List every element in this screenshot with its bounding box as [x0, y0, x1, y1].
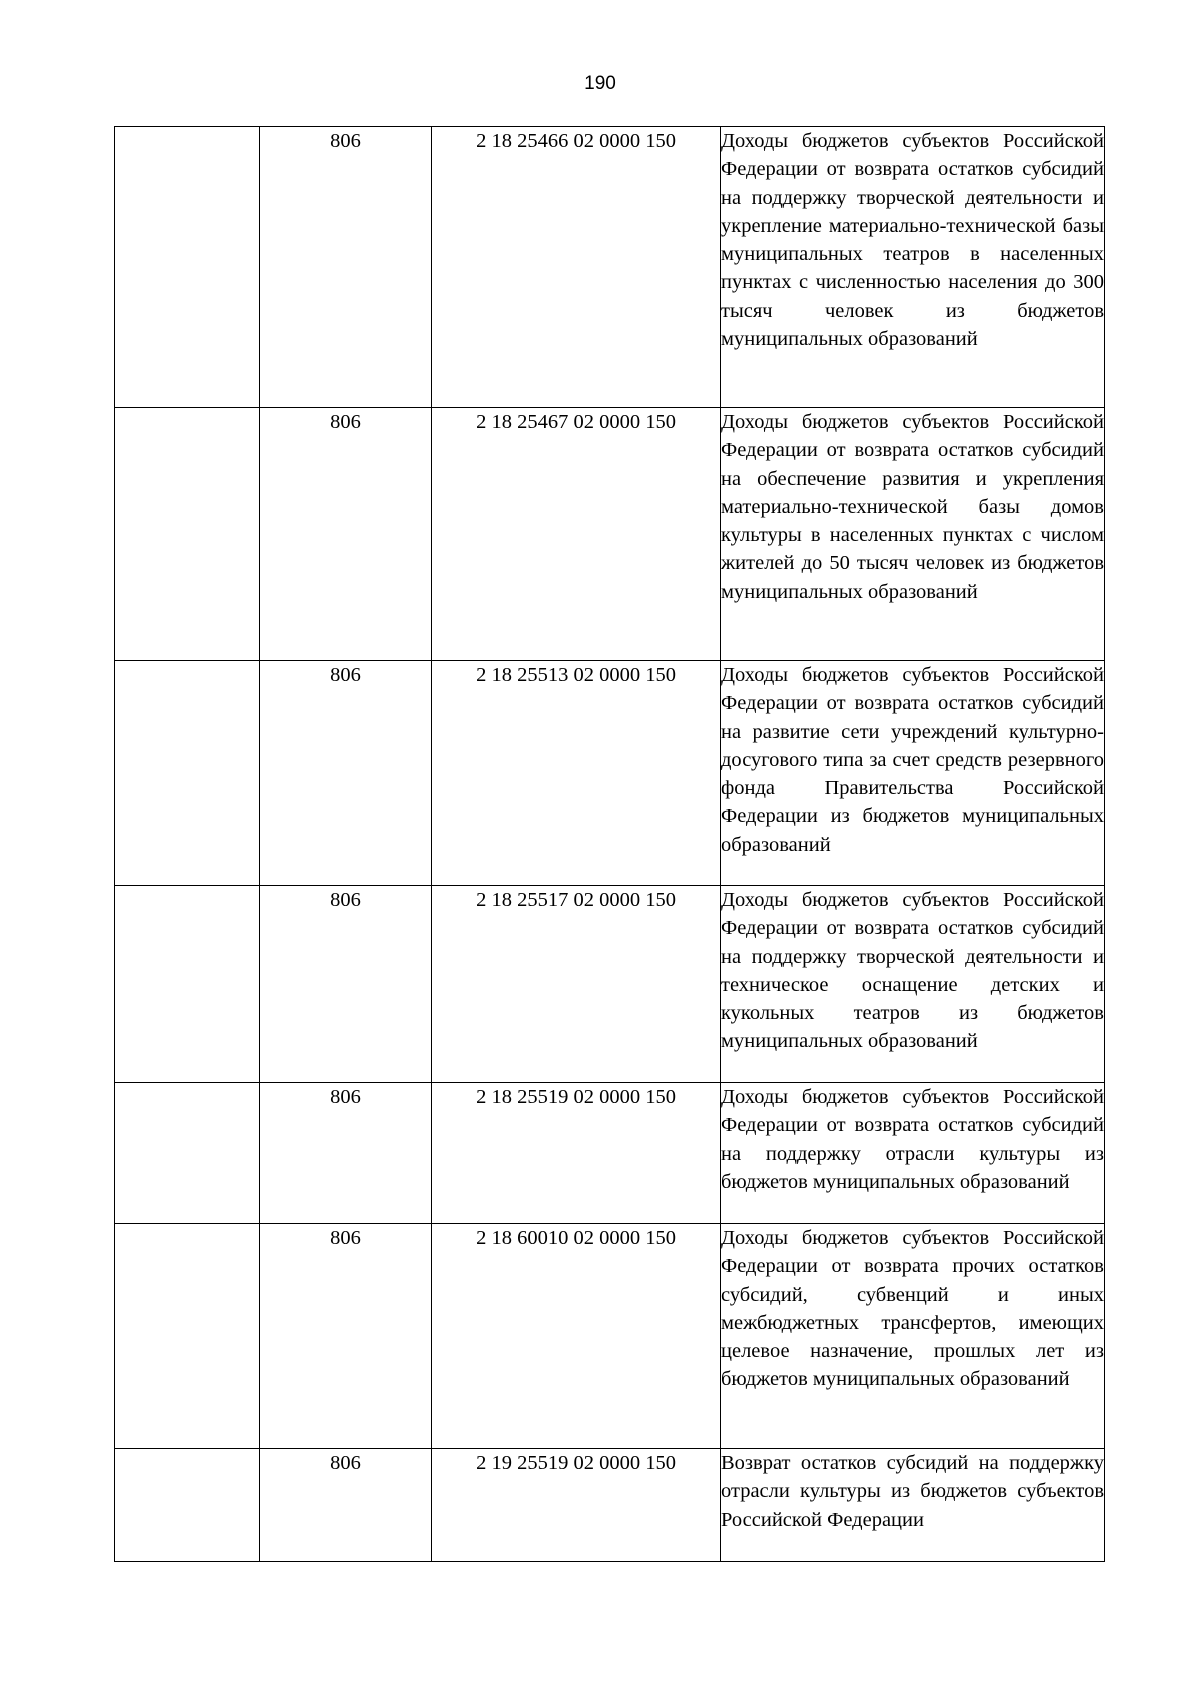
description-cell: Доходы бюджетов субъектов Российской Федерации от возврата остатков субсидий на поддержку творческой деятельности и укрепление материально-технической базы муниципальных театров в населенных пунктах с численностью населения до 300 тысяч человек из бюджетов муниципальных образований — [721, 127, 1105, 408]
blank-cell — [115, 661, 260, 886]
blank-cell — [115, 408, 260, 661]
budget-code-cell: 2 19 25519 02 0000 150 — [432, 1449, 721, 1562]
description-cell: Доходы бюджетов субъектов Российской Федерации от возврата остатков субсидий на поддержку отрасли культуры из бюджетов муниципальных образований — [721, 1083, 1105, 1224]
description-cell: Доходы бюджетов субъектов Российской Федерации от возврата остатков субсидий на обеспечение развития и укрепления материально-технической базы домов культуры в населенных пунктах с числом жителей до 50 тысяч человек из бюджетов муниципальных образований — [721, 408, 1105, 661]
description-cell: Возврат остатков субсидий на поддержку отрасли культуры из бюджетов субъектов Российской Федерации — [721, 1449, 1105, 1562]
org-code-cell: 806 — [260, 408, 432, 661]
revenue-codes-table — [114, 126, 1105, 1562]
budget-code-cell: 2 18 60010 02 0000 150 — [432, 1224, 721, 1449]
budget-code-cell: 2 18 25466 02 0000 150 — [432, 127, 721, 408]
table-row — [115, 661, 1105, 886]
org-code-cell: 806 — [260, 127, 432, 408]
table-row — [115, 1224, 1105, 1449]
table-row — [115, 408, 1105, 661]
org-code-cell: 806 — [260, 886, 432, 1083]
budget-code-cell: 2 18 25519 02 0000 150 — [432, 1083, 721, 1224]
blank-cell — [115, 127, 260, 408]
blank-cell — [115, 1083, 260, 1224]
blank-cell — [115, 1449, 260, 1562]
blank-cell — [115, 1224, 260, 1449]
org-code-cell: 806 — [260, 1083, 432, 1224]
table-row — [115, 1083, 1105, 1224]
budget-code-cell: 2 18 25467 02 0000 150 — [432, 408, 721, 661]
table-row — [115, 1449, 1105, 1562]
table-body — [115, 127, 1105, 1562]
org-code-cell: 806 — [260, 661, 432, 886]
table-row — [115, 886, 1105, 1083]
description-cell: Доходы бюджетов субъектов Российской Федерации от возврата остатков субсидий на развитие сети учреждений культурно-досугового типа за счет средств резервного фонда Правительства Российской Федерации из бюджетов муниципальных образований — [721, 661, 1105, 886]
description-cell: Доходы бюджетов субъектов Российской Федерации от возврата прочих остатков субсидий, субвенций и иных межбюджетных трансфертов, имеющих целевое назначение, прошлых лет из бюджетов муниципальных образований — [721, 1224, 1105, 1449]
budget-code-cell: 2 18 25517 02 0000 150 — [432, 886, 721, 1083]
blank-cell — [115, 886, 260, 1083]
budget-code-cell: 2 18 25513 02 0000 150 — [432, 661, 721, 886]
table-row — [115, 127, 1105, 408]
org-code-cell: 806 — [260, 1224, 432, 1449]
description-cell: Доходы бюджетов субъектов Российской Федерации от возврата остатков субсидий на поддержку творческой деятельности и техническое оснащение детских и кукольных театров из бюджетов муниципальных образований — [721, 886, 1105, 1083]
org-code-cell: 806 — [260, 1449, 432, 1562]
page-number: 190 — [584, 73, 616, 94]
